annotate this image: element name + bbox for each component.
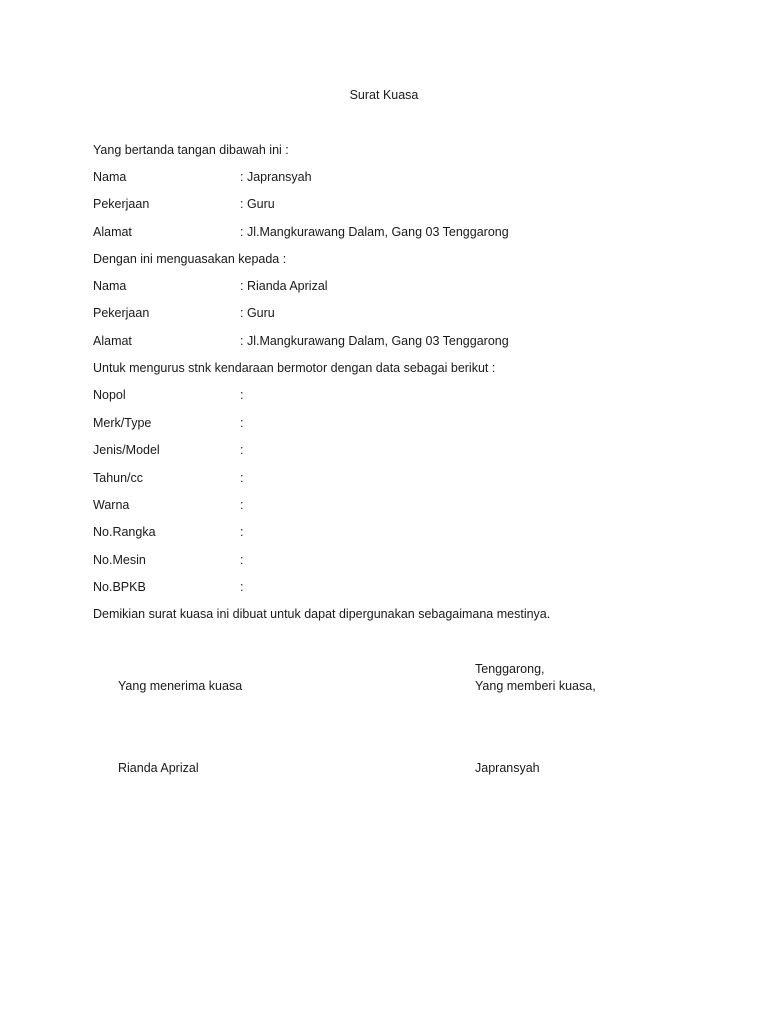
field-value: : Guru: [240, 306, 275, 320]
field-value: : Guru: [240, 197, 275, 211]
field-label: No.Mesin: [93, 553, 146, 567]
authorize-line: Dengan ini menguasakan kepada :: [93, 252, 287, 266]
field-value: : Rianda Aprizal: [240, 279, 328, 293]
field-value: :: [240, 525, 244, 539]
field-value: :: [240, 580, 244, 594]
receiver-role: Yang menerima kuasa: [118, 679, 243, 693]
field-label: Tahun/cc: [93, 471, 144, 485]
field-value: : Japransyah: [240, 170, 312, 184]
field-label: Pekerjaan: [93, 306, 150, 320]
field-label: Merk/Type: [93, 416, 152, 430]
giver-name: Japransyah: [475, 761, 540, 775]
closing-line: Demikian surat kuasa ini dibuat untuk dapat dipergunakan sebagaimana mestinya.: [93, 607, 551, 621]
field-value: :: [240, 416, 244, 430]
giver-role: Yang memberi kuasa,: [475, 679, 596, 693]
field-label: Nama: [93, 279, 127, 293]
field-label: Alamat: [93, 334, 132, 348]
intro-line: Yang bertanda tangan dibawah ini :: [93, 143, 289, 157]
purpose-line: Untuk mengurus stnk kendaraan bermotor dengan data sebagai berikut :: [93, 361, 496, 375]
field-value: :: [240, 498, 244, 512]
field-value: :: [240, 388, 244, 402]
field-label: Warna: [93, 498, 130, 512]
field-label: Alamat: [93, 225, 132, 239]
field-value: :: [240, 443, 244, 457]
field-value: : Jl.Mangkurawang Dalam, Gang 03 Tenggarong: [240, 334, 509, 348]
field-label: Pekerjaan: [93, 197, 150, 211]
field-label: Nama: [93, 170, 127, 184]
field-label: No.BPKB: [93, 580, 146, 594]
field-value: :: [240, 471, 244, 485]
signature-place: Tenggarong,: [475, 662, 545, 676]
field-value: : Jl.Mangkurawang Dalam, Gang 03 Tenggarong: [240, 225, 509, 239]
document-title: Surat Kuasa: [349, 88, 419, 102]
field-label: Nopol: [93, 388, 126, 402]
field-label: Jenis/Model: [93, 443, 160, 457]
receiver-name: Rianda Aprizal: [118, 761, 199, 775]
field-value: :: [240, 553, 244, 567]
field-label: No.Rangka: [93, 525, 156, 539]
